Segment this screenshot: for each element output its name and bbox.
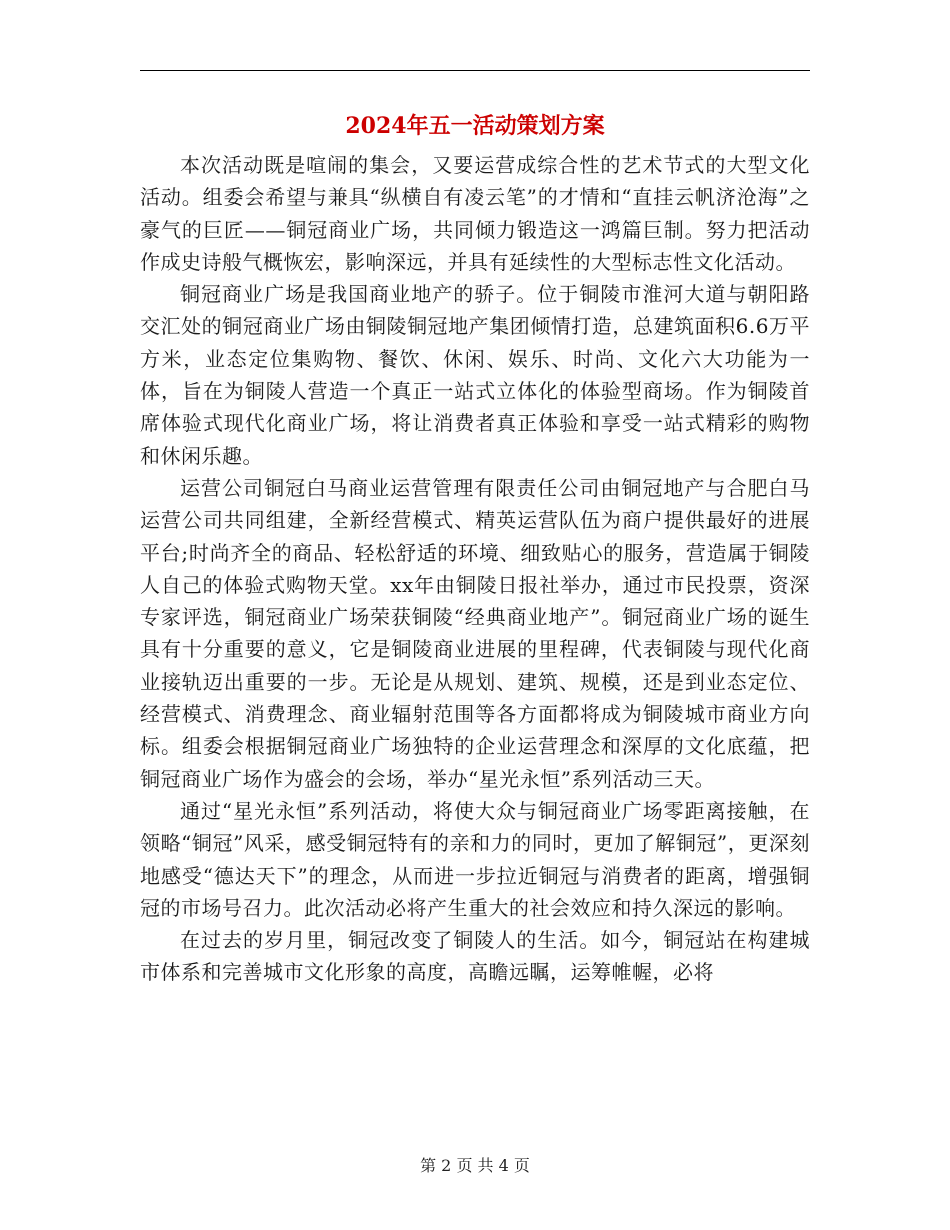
document-body xyxy=(140,149,810,989)
paragraph-operating-company: 运营公司铜冠白马商业运营管理有限责任公司由铜冠地产与合肥白马运营公司共同组建，全新经营模式、精英运营队伍为商户提供最好的进展平台;时尚齐全的商品、轻松舒适的环境、细致贴心的服务，营造属于铜陵人自己的体验式购物天堂。xx年由铜陵日报社举办，通过市民投票，资深专家评选，铜冠商业广场荣获铜陵“经典商业地产”。铜冠商业广场的诞生具有十分重要的意义，它是铜陵商业进展的里程碑，代表铜陵与现代化商业接轨迈出重要的一步。无论是从规划、建筑、规模，还是到业态定位、经营模式、消费理念、商业辐射范围等各方面都将成为铜陵城市商业方向标。组委会根据铜冠商业广场独特的企业运营理念和深厚的文化底蕴，把铜冠商业广场作为盛会的会场，举办“星光永恒”系列活动三天。 xyxy=(140,475,810,791)
paragraph-event-impact: 通过“星光永恒”系列活动，将使大众与铜冠商业广场零距离接触，在领略“铜冠”风采，感受铜冠特有的亲和力的同时，更加了解铜冠”，更深刻地感受“德达天下”的理念，从而进一步拉近铜冠与消费者的距离，增强铜冠的市场号召力。此次活动必将产生重大的社会效应和持久深远的影响。 xyxy=(140,798,810,920)
paragraph-plaza-overview: 铜冠商业广场是我国商业地产的骄子。位于铜陵市淮河大道与朝阳路交汇处的铜冠商业广场由铜陵铜冠地产集团倾情打造，总建筑面积6.6万平方米，业态定位集购物、餐饮、休闲、娱乐、时尚、文化六大功能为一体，旨在为铜陵人营造一个真正一站式立体化的体验型商场。作为铜陵首席体验式现代化商业广场，将让消费者真正体验和享受一站式精彩的购物和休闲乐趣。 xyxy=(140,282,810,468)
document-title: 2024年五一活动策划方案 xyxy=(345,113,605,139)
paragraph-history: 在过去的岁月里，铜冠改变了铜陵人的生活。如今，铜冠站在构建城市体系和完善城市文化形象的高度，高瞻远瞩，运筹帷幄，必将 xyxy=(140,928,810,985)
paragraph-intro: 本次活动既是喧闹的集会，又要运营成综合性的艺术节式的大型文化活动。组委会希望与兼具“纵横自有凌云笔”的才情和“直挂云帆济沧海”之豪气的巨匠——铜冠商业广场，共同倾力锻造这一鸿篇巨制。努力把活动作成史诗般气概恢宏，影响深远，并具有延续性的大型标志性文化活动。 xyxy=(140,153,810,274)
header-rule xyxy=(140,70,810,71)
page-number-footer: 第 2 页 共 4 页 xyxy=(420,1156,530,1175)
